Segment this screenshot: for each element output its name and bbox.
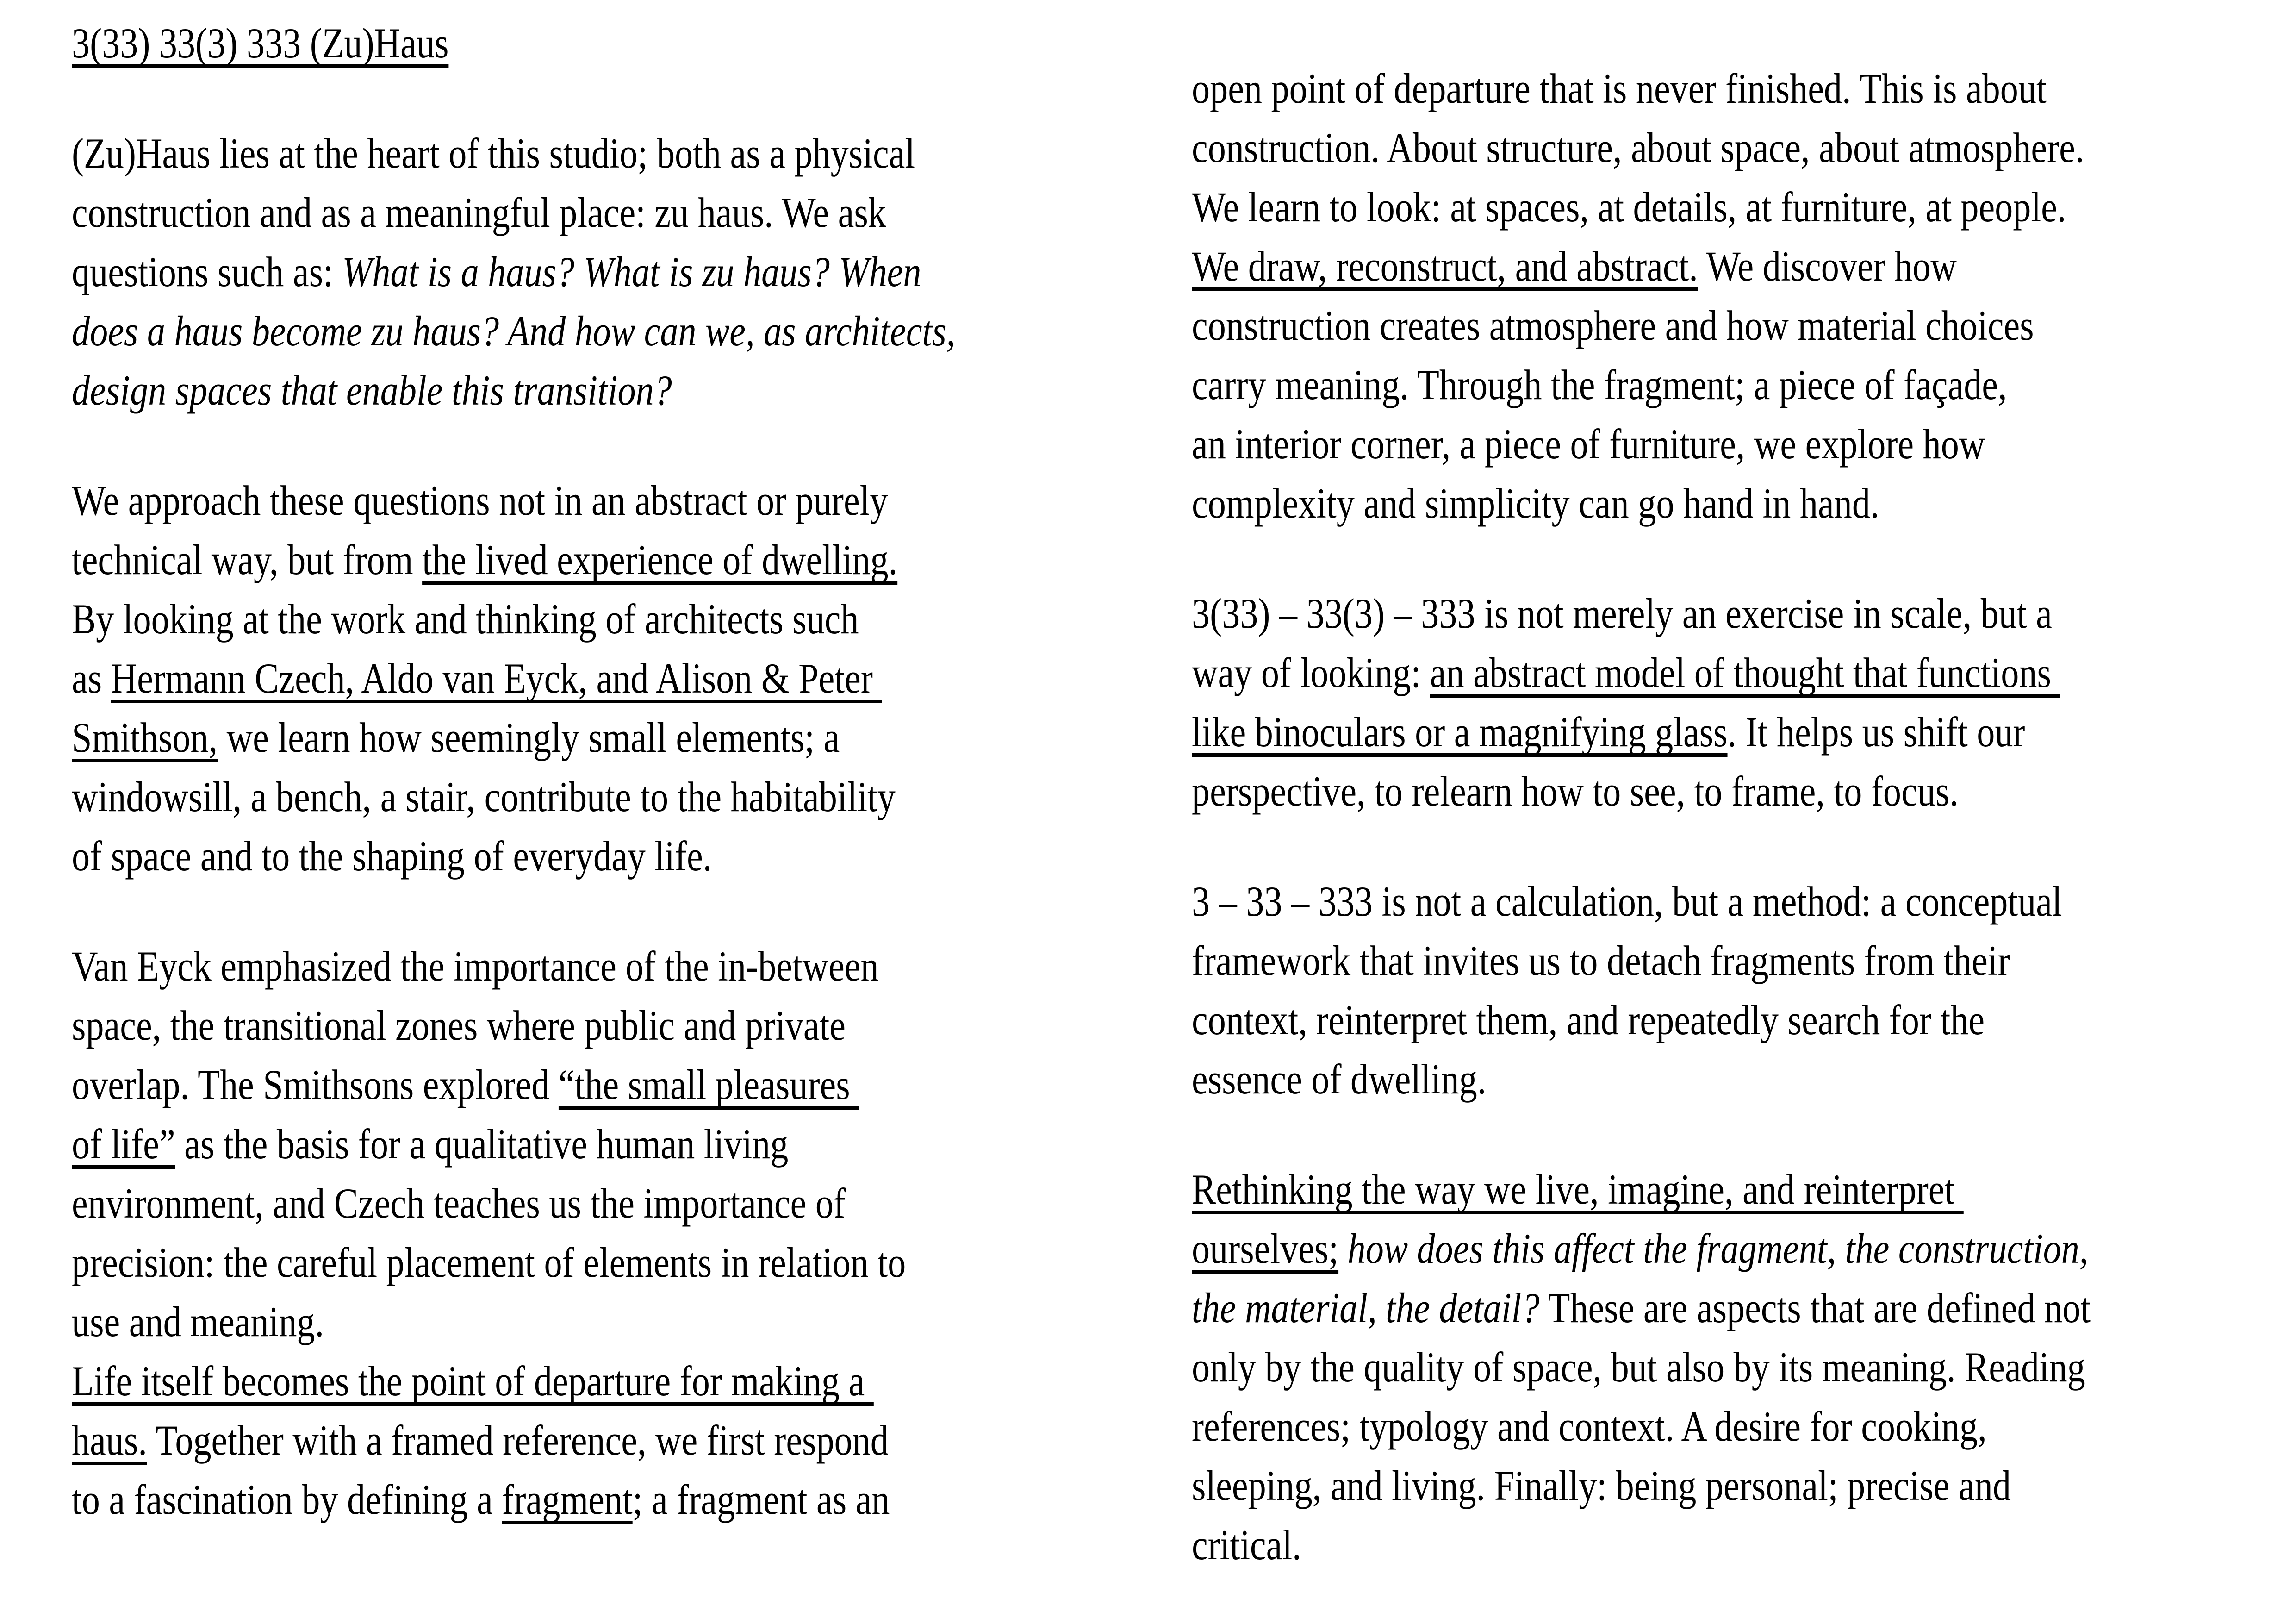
underlined-link-text[interactable]: Rethinking the way we live, imagine, and reinterpret	[1192, 1166, 1964, 1213]
text-run: an interior corner, a piece of furniture, we explore how	[1192, 420, 1985, 468]
underlined-link-text[interactable]: Hermann Czech, Aldo van Eyck, and Alison & Peter	[111, 655, 882, 702]
text-line	[1192, 872, 2296, 931]
text-run: use and meaning.	[72, 1298, 324, 1345]
text-line	[1192, 1160, 2296, 1219]
underlined-link-text[interactable]: ourselves;	[1192, 1225, 1339, 1272]
text-line	[72, 767, 1181, 826]
right-column	[1192, 59, 2296, 1624]
text-run: as	[72, 655, 111, 702]
text-line	[72, 1233, 1181, 1292]
text-line	[72, 589, 1181, 649]
text-run: construction creates atmosphere and how material choices	[1192, 302, 2034, 349]
text-line	[1192, 1397, 2296, 1456]
text-line	[72, 826, 1181, 886]
text-run: open point of departure that is never finished. This is about	[1192, 65, 2047, 112]
text-line	[72, 361, 1181, 420]
paragraph	[72, 471, 1181, 886]
text-line	[1192, 177, 2296, 237]
text-run: framework that invites us to detach fragments from their	[1192, 937, 2010, 984]
text-line	[72, 242, 1181, 301]
text-run: as the basis for a qualitative human living	[175, 1120, 789, 1168]
text-run: (Zu)Haus lies at the heart of this studio; both as a physical	[72, 130, 915, 177]
text-line	[72, 1292, 1181, 1351]
text-line	[1192, 414, 2296, 474]
text-line	[1192, 702, 2296, 762]
text-line	[1192, 931, 2296, 990]
underlined-link-text[interactable]: “the small pleasures	[558, 1061, 859, 1108]
text-run: We discover how	[1698, 243, 1957, 290]
text-line	[1192, 1337, 2296, 1397]
italic-text: how does this affect the fragment, the construction,	[1347, 1225, 2089, 1272]
text-line	[1192, 296, 2296, 355]
text-line	[72, 1114, 1181, 1174]
text-run: construction and as a meaningful place: zu haus. We ask	[72, 189, 886, 236]
text-run: sleeping, and living. Finally: being personal; precise and	[1192, 1462, 2011, 1509]
text-line	[72, 301, 1181, 361]
text-run: environment, and Czech teaches us the importance of	[72, 1180, 846, 1227]
text-line	[72, 708, 1181, 767]
text-run	[1338, 1225, 1348, 1272]
italic-text: does a haus become zu haus? And how can we, as architects,	[72, 307, 956, 355]
underlined-link-text[interactable]: fragment	[502, 1476, 633, 1523]
text-run: overlap. The Smithsons explored	[72, 1061, 559, 1108]
text-line	[1192, 474, 2296, 533]
text-line	[1192, 1049, 2296, 1109]
text-run: critical.	[1192, 1521, 1301, 1568]
left-column	[72, 13, 1181, 1580]
text-run: way of looking:	[1192, 649, 1430, 696]
paragraph	[1192, 59, 2296, 533]
text-run: of space and to the shaping of everyday life.	[72, 832, 712, 880]
text-line	[72, 996, 1181, 1055]
text-line	[1192, 1278, 2296, 1337]
text-run: ; a fragment as an	[632, 1476, 890, 1523]
text-line	[1192, 355, 2296, 414]
text-run: context, reinterpret them, and repeatedly search for the	[1192, 996, 1985, 1043]
text-line	[72, 1174, 1181, 1233]
text-run: complexity and simplicity can go hand in hand.	[1192, 480, 1879, 527]
underlined-link-text[interactable]: like binoculars or a magnifying glass	[1192, 708, 1728, 756]
italic-text: design spaces that enable this transition?	[72, 367, 672, 414]
underlined-link-text[interactable]: Smithson,	[72, 714, 218, 761]
text-run: By looking at the work and thinking of architects such	[72, 595, 859, 643]
paragraph	[1192, 872, 2296, 1109]
text-run: precision: the careful placement of elements in relation to	[72, 1239, 906, 1286]
text-run: carry meaning. Through the fragment; a piece of façade,	[1192, 361, 2007, 408]
underlined-link-text[interactable]: of life”	[72, 1120, 175, 1168]
text-line	[72, 1470, 1181, 1529]
text-line	[72, 530, 1181, 589]
text-line	[1192, 1219, 2296, 1278]
text-run: windowsill, a bench, a stair, contribute to the habitability	[72, 773, 896, 820]
text-line	[1192, 584, 2296, 643]
text-line	[1192, 643, 2296, 702]
text-line	[72, 1055, 1181, 1114]
text-line	[72, 13, 1181, 73]
text-line	[1192, 59, 2296, 118]
paragraph	[1192, 1160, 2296, 1574]
text-run: questions such as:	[72, 248, 342, 295]
text-line	[72, 183, 1181, 242]
paragraph	[72, 937, 1181, 1529]
text-run: technical way, but from	[72, 536, 423, 583]
text-run: . It helps us shift our	[1727, 708, 2025, 756]
text-line	[72, 124, 1181, 183]
text-run: we learn how seemingly small elements; a	[218, 714, 840, 761]
underlined-link-text[interactable]: an abstract model of thought that functions	[1430, 649, 2060, 696]
text-line	[1192, 1515, 2296, 1574]
text-run: We learn to look: at spaces, at details, at furniture, at people.	[1192, 183, 2066, 231]
text-run: construction. About structure, about space, about atmosphere.	[1192, 124, 2084, 171]
text-run: only by the quality of space, but also by its meaning. Reading	[1192, 1343, 2085, 1391]
text-line	[72, 1411, 1181, 1470]
page-title	[72, 13, 1181, 73]
text-line	[1192, 237, 2296, 296]
paragraph	[1192, 584, 2296, 821]
text-run: space, the transitional zones where public and private	[72, 1002, 846, 1049]
text-run: to a fascination by defining a	[72, 1476, 502, 1523]
text-line	[1192, 1456, 2296, 1515]
underlined-link-text[interactable]: haus.	[72, 1417, 147, 1464]
text-run: These are aspects that are defined not	[1539, 1284, 2091, 1331]
text-line	[72, 649, 1181, 708]
text-line	[1192, 762, 2296, 821]
text-line	[1192, 118, 2296, 177]
text-run: 3(33) – 33(3) – 333 is not merely an exercise in scale, but a	[1192, 590, 2052, 637]
underlined-link-text[interactable]: the lived experience of dwelling.	[422, 536, 898, 583]
text-run: 3 – 33 – 333 is not a calculation, but a method: a conceptual	[1192, 878, 2062, 925]
text-line	[72, 937, 1181, 996]
text-line	[72, 471, 1181, 530]
text-line	[72, 1351, 1181, 1411]
text-line	[1192, 990, 2296, 1049]
text-run: Together with a framed reference, we first respond	[147, 1417, 889, 1464]
underlined-link-text[interactable]: 3(33) 33(3) 333 (Zu)Haus	[72, 19, 449, 67]
text-run: perspective, to relearn how to see, to frame, to focus.	[1192, 768, 1959, 815]
text-run: essence of dwelling.	[1192, 1056, 1487, 1103]
underlined-link-text[interactable]: We draw, reconstruct, and abstract.	[1192, 243, 1698, 290]
text-run: references; typology and context. A desire for cooking,	[1192, 1403, 1987, 1450]
paragraph	[72, 124, 1181, 420]
text-run: Van Eyck emphasized the importance of the in-between	[72, 943, 879, 990]
underlined-link-text[interactable]: Life itself becomes the point of departure for making a	[72, 1357, 874, 1405]
text-run: We approach these questions not in an abstract or purely	[72, 477, 888, 524]
italic-text: the material, the detail?	[1192, 1284, 1540, 1331]
italic-text: What is a haus? What is zu haus? When	[342, 248, 921, 295]
